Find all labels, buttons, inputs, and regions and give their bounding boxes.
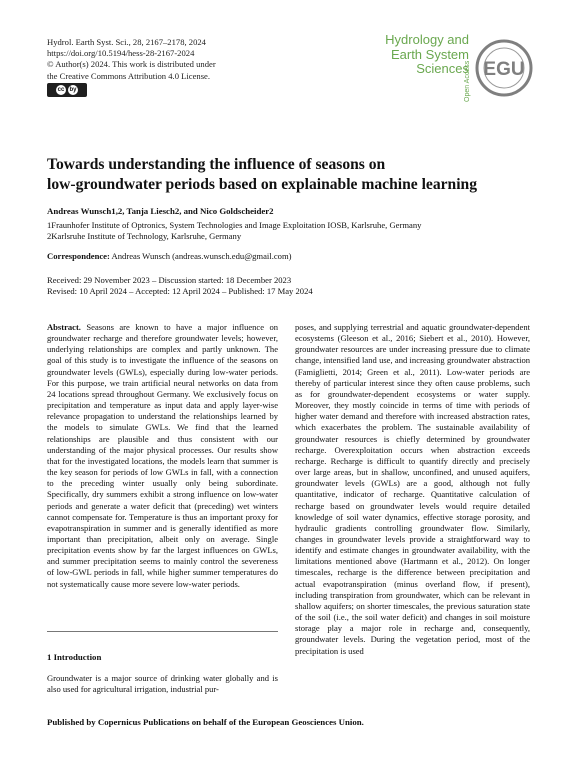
egu-logo-text: EGU [483, 59, 525, 80]
article-title [47, 155, 537, 195]
affiliation-1: 1Fraunhofer Institute of Optronics, System Technologies and Image Exploitation IOSB, Karlsruhe, Germany [47, 220, 422, 230]
article-title-line: Towards understanding the influence of seasons on [47, 156, 386, 173]
journal-name [385, 33, 469, 77]
abstract-divider [47, 631, 278, 632]
egu-logo-icon [474, 38, 534, 98]
license-line: the Creative Commons Attribution 4.0 License. [47, 70, 211, 81]
correspondence-email[interactable]: Andreas Wunsch (andreas.wunsch.edu@gmail.com) [111, 251, 292, 261]
section-heading-introduction: 1 Introduction [47, 652, 102, 662]
right-column [295, 322, 530, 657]
article-title-line: low-groundwater periods based on explainable machine learning [47, 176, 478, 193]
publication-history [47, 275, 313, 297]
journal-name-line: Earth System [390, 46, 469, 62]
introduction-continued: poses, and supplying terrestrial and aquatic groundwater-dependent ecosystems (Gleeson et al., 2016; Siebert et al., 2010). However, groundwater resources are under increasing pressure due to climate change, intensified land use, and increasing groundwater abstraction (Famiglietti, 2014; Green et al., 2011). Low-water periods are thereby of particular interest since they often cause problems, such as for groundwater-dependent ecosystems or water supply. Moreover, they mostly coincide in terms of time with periods of higher water demand and therefore with increased abstraction rates, which exacerbates the problem. The sustainable availability of groundwater resources is chiefly determined by groundwater recharge. Overexploitation occurs when abstraction exceeds recharge. Recharge is difficult to quantify directly and precisely over large areas, but in shallow, unconfined, and unused aquifers, groundwater levels (GWLs) are a good, although not fully quantitative, indicator of recharge. Quantitative calculation of recharge based on groundwater levels would require detailed knowledge of soil water dynamics, effective storage porosity, and hydraulic gradients controlling groundwater flow. Similarly, changes in groundwater levels provide a straightforward way to identify and estimate changes in groundwater availability, with the limitations mentioned above (Hartmann et al., 2012). On longer timescales, recharge is the difference between precipitation and actual evapotranspiration (minus overland flow, if present), including transpiration from groundwater, which can be relevant in shallow aquifers; on shorter timescales, the previous saturation state of the soil (i.e., the soil water deficit) and changes in soil moisture storage play a major role in recharge and, consequently, groundwater levels. During the vegetation period, most of the precipitation is used [295, 322, 530, 656]
copyright-line: © Author(s) 2024. This work is distributed under [47, 59, 216, 70]
author-list: Andreas Wunsch1,2, Tanja Liesch2, and Nico Goldscheider2 [47, 206, 274, 216]
correspondence [47, 251, 292, 261]
affiliations [47, 220, 421, 242]
doi-link[interactable]: https://doi.org/10.5194/hess-28-2167-2024 [47, 48, 195, 59]
citation-line: Hydrol. Earth Syst. Sci., 28, 2167–2178, 2024 [47, 37, 206, 47]
cc-icon: cc [57, 87, 65, 93]
publisher-footer: Published by Copernicus Publications on behalf of the European Geosciences Union. [47, 717, 364, 727]
open-access-label [460, 44, 472, 104]
journal-name-line: Sciences [416, 61, 469, 76]
by-icon: by [69, 87, 77, 93]
introduction-text [47, 673, 278, 695]
history-line: Revised: 10 April 2024 – Accepted: 12 April 2024 – Published: 17 May 2024 [47, 286, 313, 297]
cc-license-badge[interactable] [47, 83, 87, 97]
history-line: Received: 29 November 2023 – Discussion started: 18 December 2023 [47, 275, 292, 285]
correspondence-label: Correspondence: [47, 251, 110, 261]
open-access-text: Open Access [464, 60, 471, 102]
abstract-text: Seasons are known to have a major influence on groundwater recharge and therefore groundwater levels; however, underlying relationships are complex and partly unknown. The goal of this study is to investigate the influence of the seasons on groundwater levels (GWLs), especially during low-water periods. For this purpose, we train artificial neural networks on data from 24 locations spread throughout Germany. We exclusively focus on precipitation and temperature as input data and apply layer-wise relevance propagation to understand the relationships learned by the models to simulate GWLs. We find that the learned relationships are plausible and thus consistent with our understanding of the major physical processes. Our results show that for the investigated locations, the models learn that summer is the key season for periods of low GWLs in fall, with a connection to the preceding winter usually only being subordinate. Specifically, dry summers exhibit a strong influence on low-water periods and generate a water deficit that (preceding) wet winters cannot compensate for. Temperature is thus an important proxy for evapotranspiration in summer and is generally identified as more important than precipitation, albeit only on average. Single precipitation events show by far the largest influences on GWLs, and summer precipitation seems to mainly control the severeness of low-GWL periods in fall, while higher summer temperatures do not systematically cause more severe low-water periods. [47, 322, 279, 589]
introduction-paragraph: Groundwater is a major source of drinking water globally and is also used for agricultural irrigation, industrial pur- [47, 673, 278, 695]
abstract-label: Abstract. [47, 322, 81, 332]
affiliation-2: 2Karlsruhe Institute of Technology, Karlsruhe, Germany [47, 231, 242, 242]
citation-header [47, 37, 216, 82]
journal-name-line: Hydrology and [385, 32, 469, 47]
abstract [47, 322, 278, 590]
